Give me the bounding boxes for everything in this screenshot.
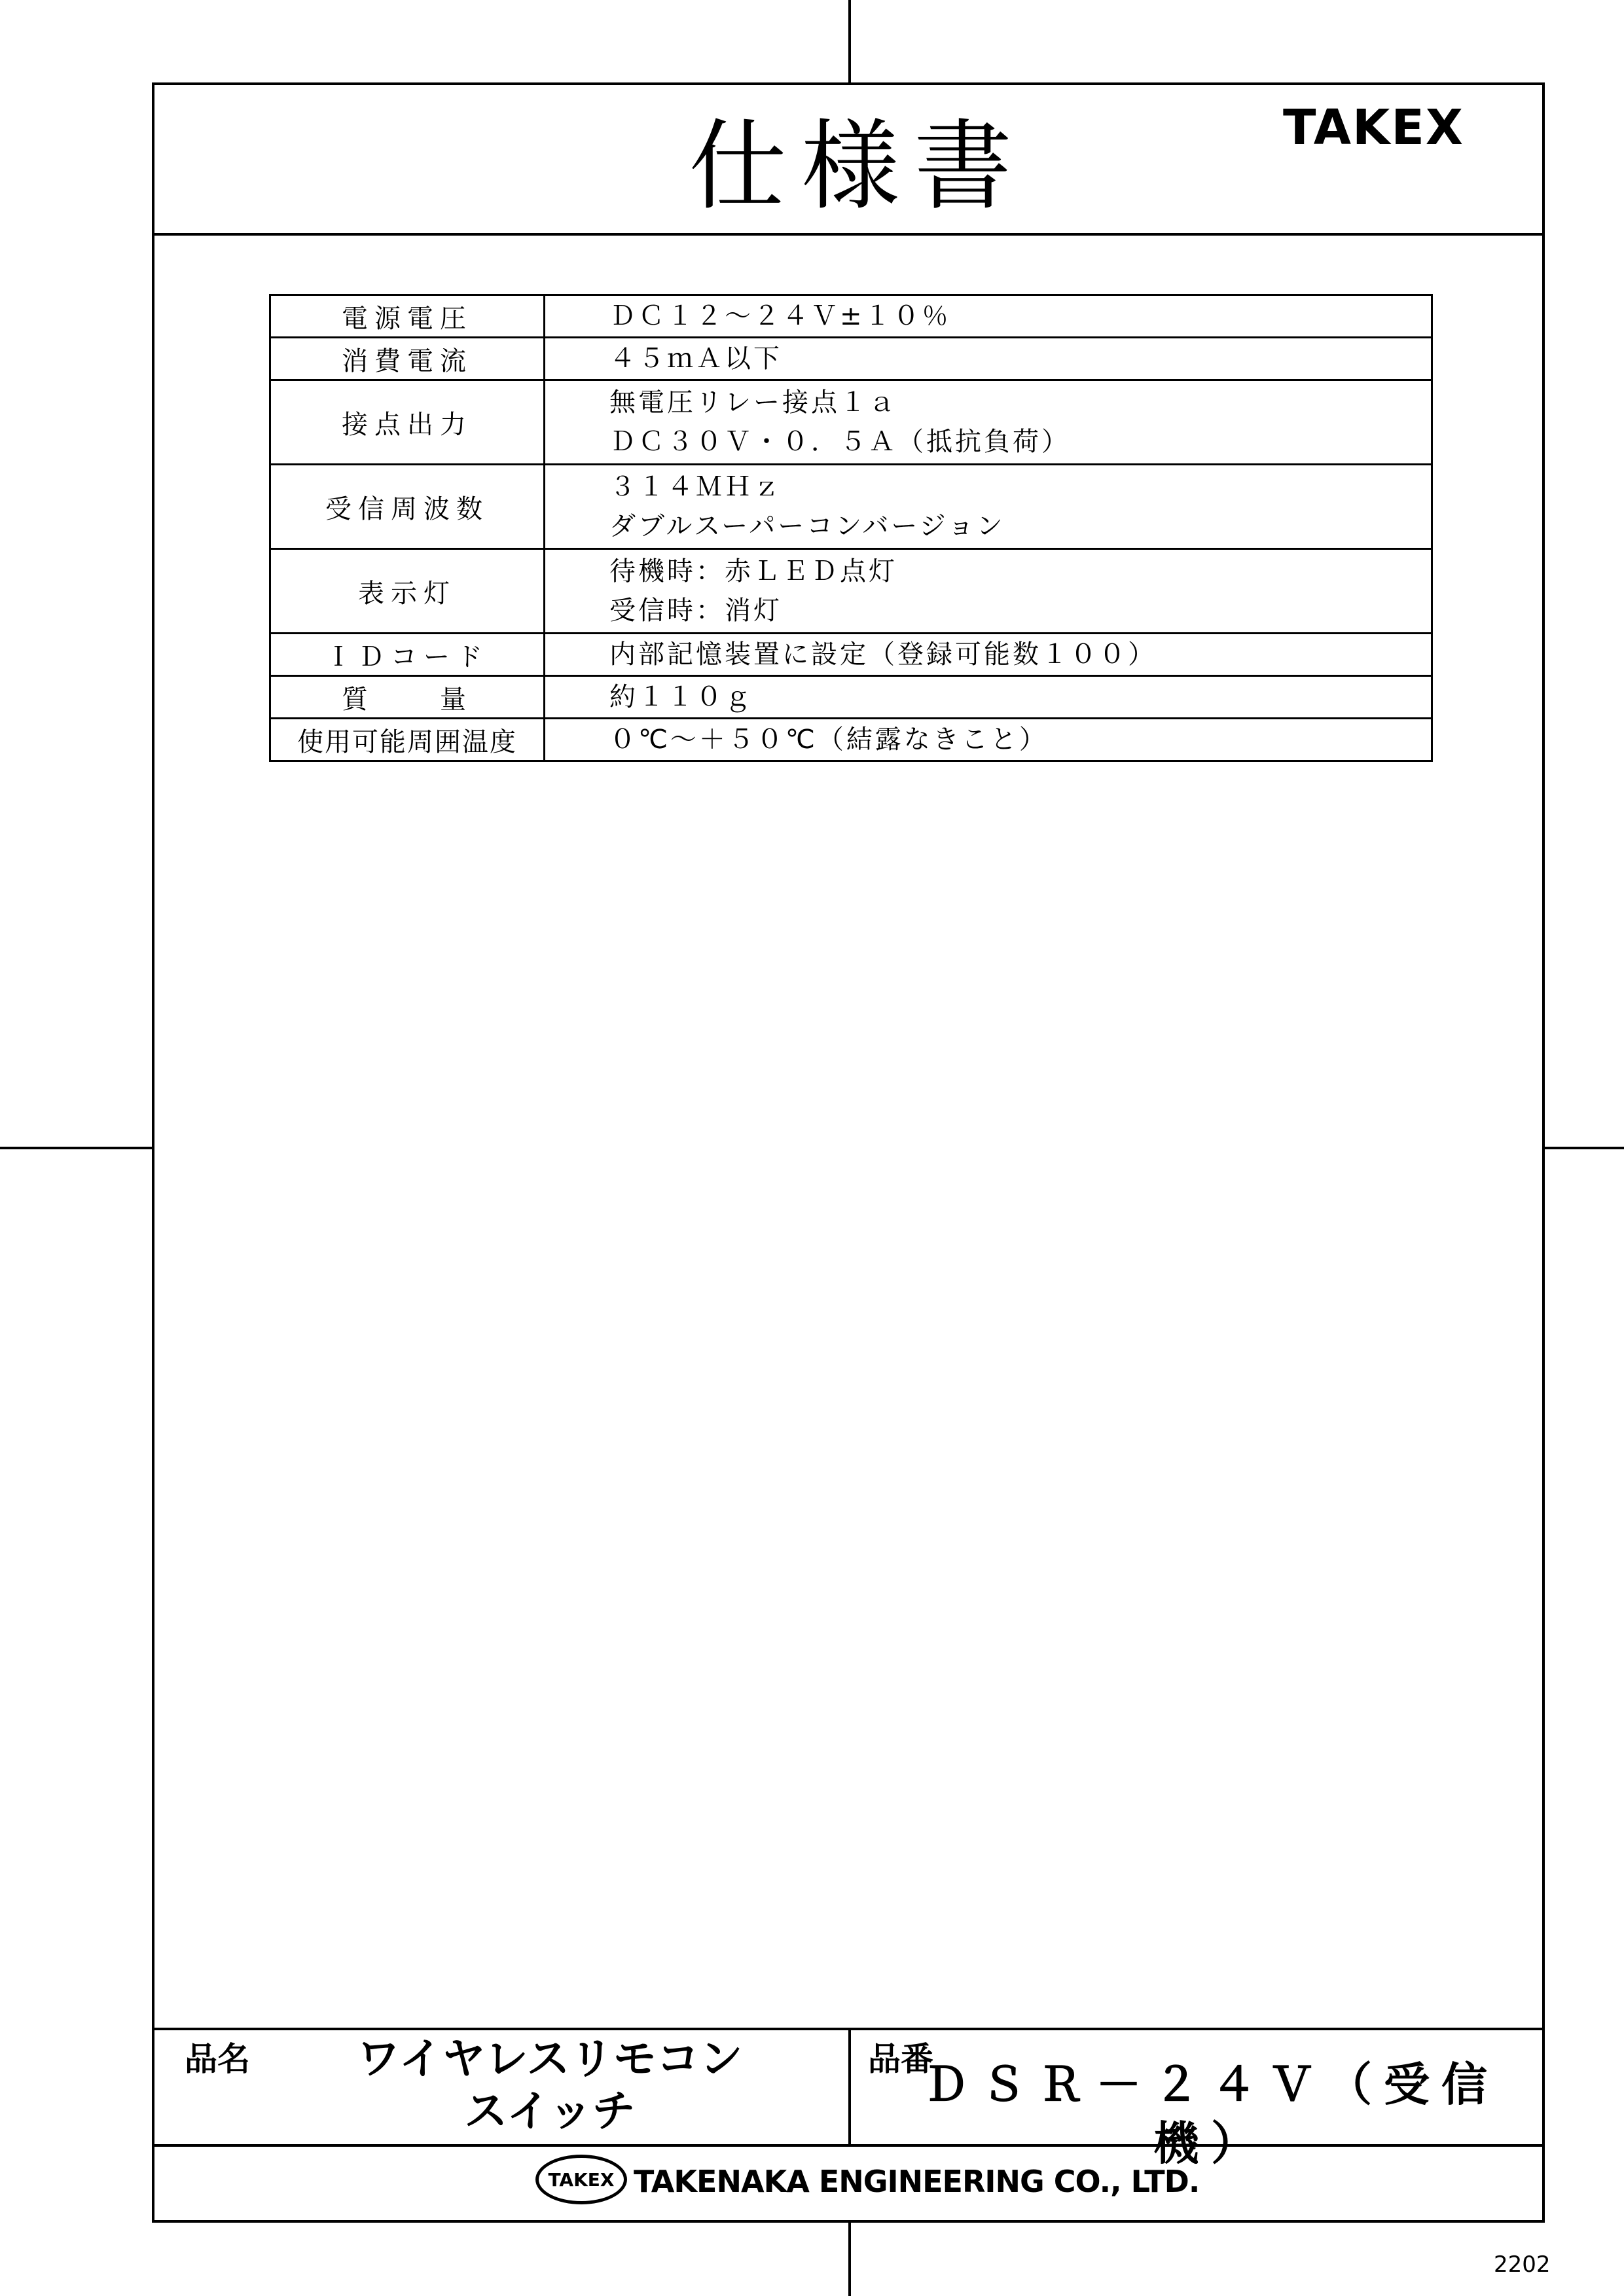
company-name: TAKENAKA ENGINEERING CO., LTD. [634, 2164, 1200, 2199]
row-label: 電源電圧 [270, 295, 545, 338]
value-line: ＤＣ３０Ｖ・０．５Ａ（抵抗負荷） [609, 427, 1070, 457]
product-name-label: 品名 [185, 2040, 250, 2078]
value-line: 内部記憶装置に設定（登録可能数１００） [609, 639, 1157, 670]
row-value [545, 549, 1432, 634]
value-line: ＤＣ１２～２４Ｖ±１０％ [609, 301, 951, 331]
brand-logo: TAKEX [1283, 99, 1464, 156]
row-value [545, 465, 1432, 549]
value-line: 約１１０ｇ [609, 682, 753, 712]
table-row [270, 380, 1432, 465]
spec-table [269, 294, 1433, 762]
row-value [545, 380, 1432, 465]
product-name [340, 2033, 759, 2138]
table-row [270, 295, 1432, 338]
company-logo [535, 2155, 627, 2204]
crop-mark-bottom [848, 2223, 851, 2296]
row-value [545, 719, 1432, 761]
table-row [270, 338, 1432, 380]
crop-mark-top [848, 0, 851, 82]
row-label: 質 量 [270, 676, 545, 719]
crop-mark-left [0, 1147, 152, 1149]
value-line: 無電圧リレー接点１ａ [609, 387, 897, 418]
table-row [270, 719, 1432, 761]
product-name-line: スイッチ [464, 2086, 636, 2136]
product-name-line: ワイヤレスリモコン [357, 2034, 743, 2084]
row-value [545, 338, 1432, 380]
footer-vertical-divider [848, 2029, 851, 2144]
row-value [545, 676, 1432, 719]
value-line: ０℃～＋５０℃（結露なきこと） [609, 725, 1048, 755]
row-label: ＩＤコード [270, 634, 545, 676]
table-row [270, 634, 1432, 676]
row-label: 消費電流 [270, 338, 545, 380]
page-title: 仕様書 [688, 110, 1026, 224]
table-row [270, 549, 1432, 634]
header-divider [152, 233, 1545, 236]
table-row [270, 676, 1432, 719]
row-value [545, 295, 1432, 338]
document-number: 2202 [1494, 2251, 1551, 2278]
value-line: ３１４ＭＨｚ [609, 472, 782, 502]
row-value [545, 634, 1432, 676]
row-label: 使用可能周囲温度 [270, 719, 545, 761]
row-label: 接点出力 [270, 380, 545, 465]
row-label: 表示灯 [270, 549, 545, 634]
value-line: 待機時：赤ＬＥＤ点灯 [609, 556, 897, 586]
product-code-label: 品番 [868, 2040, 933, 2078]
value-line: ４５ｍＡ以下 [609, 344, 782, 374]
value-line: ダブルスーパーコンバージョン [609, 511, 1005, 541]
crop-mark-right [1545, 1147, 1624, 1149]
row-label: 受信周波数 [270, 465, 545, 549]
table-row [270, 465, 1432, 549]
company-logo-text: TAKEX [548, 2168, 615, 2191]
value-line: 受信時：消灯 [609, 596, 782, 626]
product-code: ＤＳＲ－２４Ｖ（受信機） [923, 2058, 1499, 2170]
